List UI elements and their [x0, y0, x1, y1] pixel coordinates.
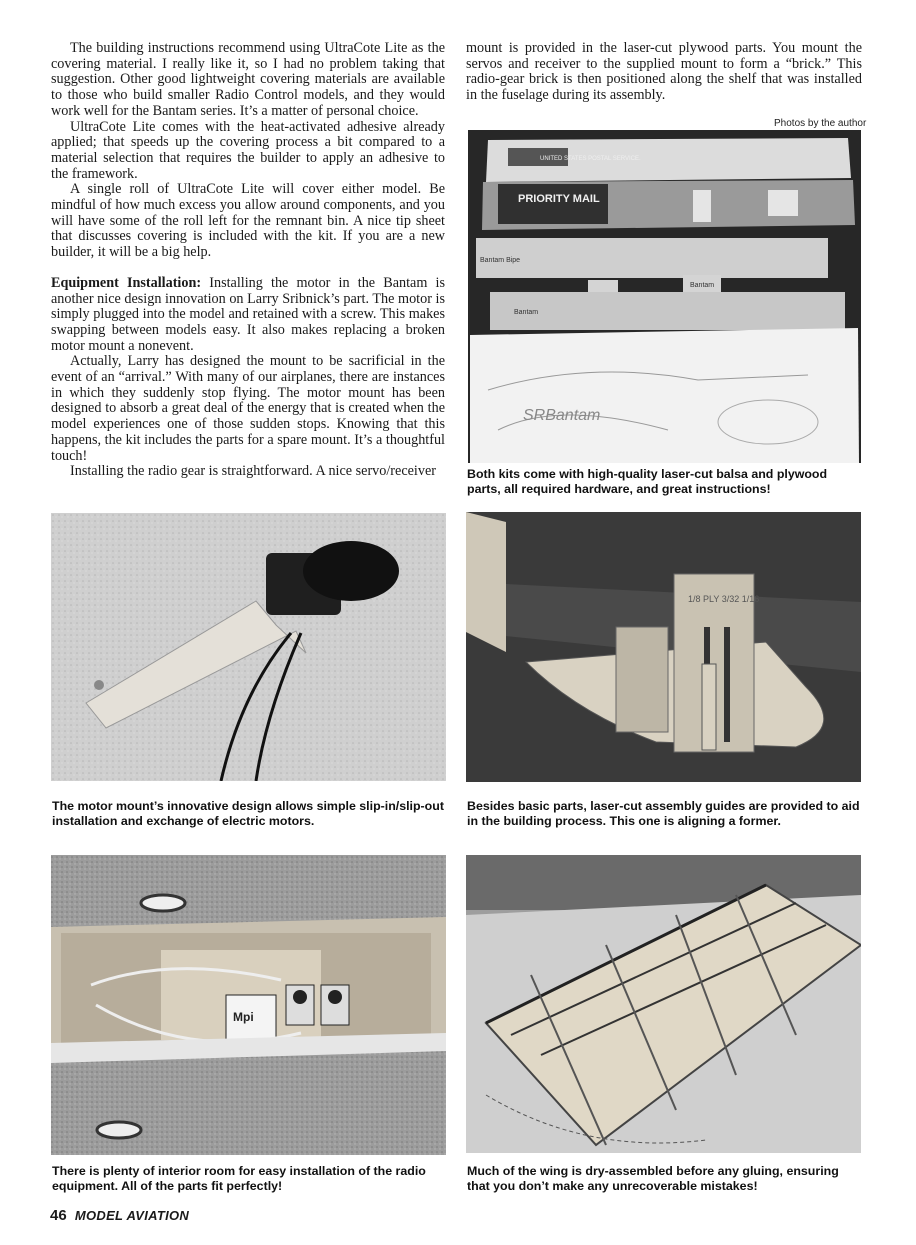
- body-paragraph: The building instructions recommend using UltraCote Lite as the covering material. I really like it, so I had no problem taking that suggestion. Other good lightweight covering materials are available to those who build smaller Radio Control models, and they would work well for the Bantam series. It’s a matter of personal choice.: [51, 40, 445, 119]
- article-right-column: [466, 41, 862, 104]
- radio-gear-photo: [51, 855, 446, 1155]
- body-paragraph: Installing the radio gear is straightforward. A nice servo/receiver: [70, 463, 436, 480]
- page-number: 46: [50, 1207, 67, 1224]
- body-paragraph: A single roll of UltraCote Lite will cover either model. Be mindful of how much excess you allow around components, and you will have some of the roll left for the remnant bin. A nice tip sheet that discusses covering is included with the kit. If you are a new builder, it will be a big help.: [51, 181, 445, 261]
- assembly-guide-photo: [466, 512, 861, 782]
- box-label: UNITED STATES POSTAL SERVICE.: [540, 156, 641, 162]
- section-heading: Equipment Installation:: [51, 274, 202, 291]
- section-paragraph: [51, 276, 445, 355]
- part-label: Bantam Bipe: [480, 257, 521, 264]
- plan-label: SRBantam: [523, 407, 601, 424]
- section-first-text: Installing the motor in the Bantam is another nice design innovation on Larry Sribnick’s part. The motor is simply plugged into the model and retained with a screw. This makes swapping between models easy. It also makes replacing a broken motor mount a nonevent.: [51, 274, 445, 354]
- guide-text: 1/8 PLY 3/32 1/16: [688, 594, 760, 604]
- photo-credit: Photos by the author: [774, 118, 867, 129]
- article-left-column: [51, 41, 445, 480]
- motor-mount-caption: The motor mount’s innovative design allows simple slip-in/slip-out installation and exchange of electric motors.: [52, 799, 444, 828]
- box-label: PRIORITY MAIL: [518, 193, 600, 205]
- body-paragraph: Actually, Larry has designed the mount to be sacrificial in the event of an “arrival.” With many of our airplanes, there are instances in which they suddenly stop flying. The motor mount has been designed to absorb a great deal of the energy that is created when the model experiences one of those sudden stops. Knowing that this happens, the kit includes the parts for a spare mount. It’s a thoughtful touch!: [51, 353, 445, 464]
- part-label: Bantam: [514, 309, 539, 316]
- wing-caption: Much of the wing is dry-assembled before any gluing, ensuring that you don’t make any unrecoverable mistakes!: [467, 1164, 839, 1193]
- wing-photo: [466, 855, 861, 1153]
- page-footer: [50, 1207, 189, 1224]
- part-label: Bantam: [690, 282, 715, 289]
- body-paragraph: mount is provided in the laser-cut plywood parts. You mount the servos and receiver to the supplied mount to form a “brick.” This radio-gear brick is then positioned along the shelf that was installed in the fuselage during its assembly.: [466, 40, 862, 104]
- body-paragraph: UltraCote Lite comes with the heat-activated adhesive already applied; that speeds up the covering process a bit compared to a material selection that requires the builder to apply an adhesive to the framework.: [51, 118, 445, 182]
- assembly-guide-caption: Besides basic parts, laser-cut assembly guides are provided to aid in the building process. This one is aligning a former.: [467, 799, 860, 828]
- magazine-name: MODEL AVIATION: [74, 1208, 190, 1223]
- motor-mount-photo: [51, 513, 446, 781]
- kits-photo: [468, 130, 861, 463]
- radio-gear-caption: There is plenty of interior room for easy installation of the radio equipment. All of the parts fit perfectly!: [52, 1164, 426, 1193]
- kits-caption: Both kits come with high-quality laser-cut balsa and plywood parts, all required hardware, and great instructions!: [467, 467, 828, 496]
- receiver-label: Mpi: [233, 1010, 254, 1024]
